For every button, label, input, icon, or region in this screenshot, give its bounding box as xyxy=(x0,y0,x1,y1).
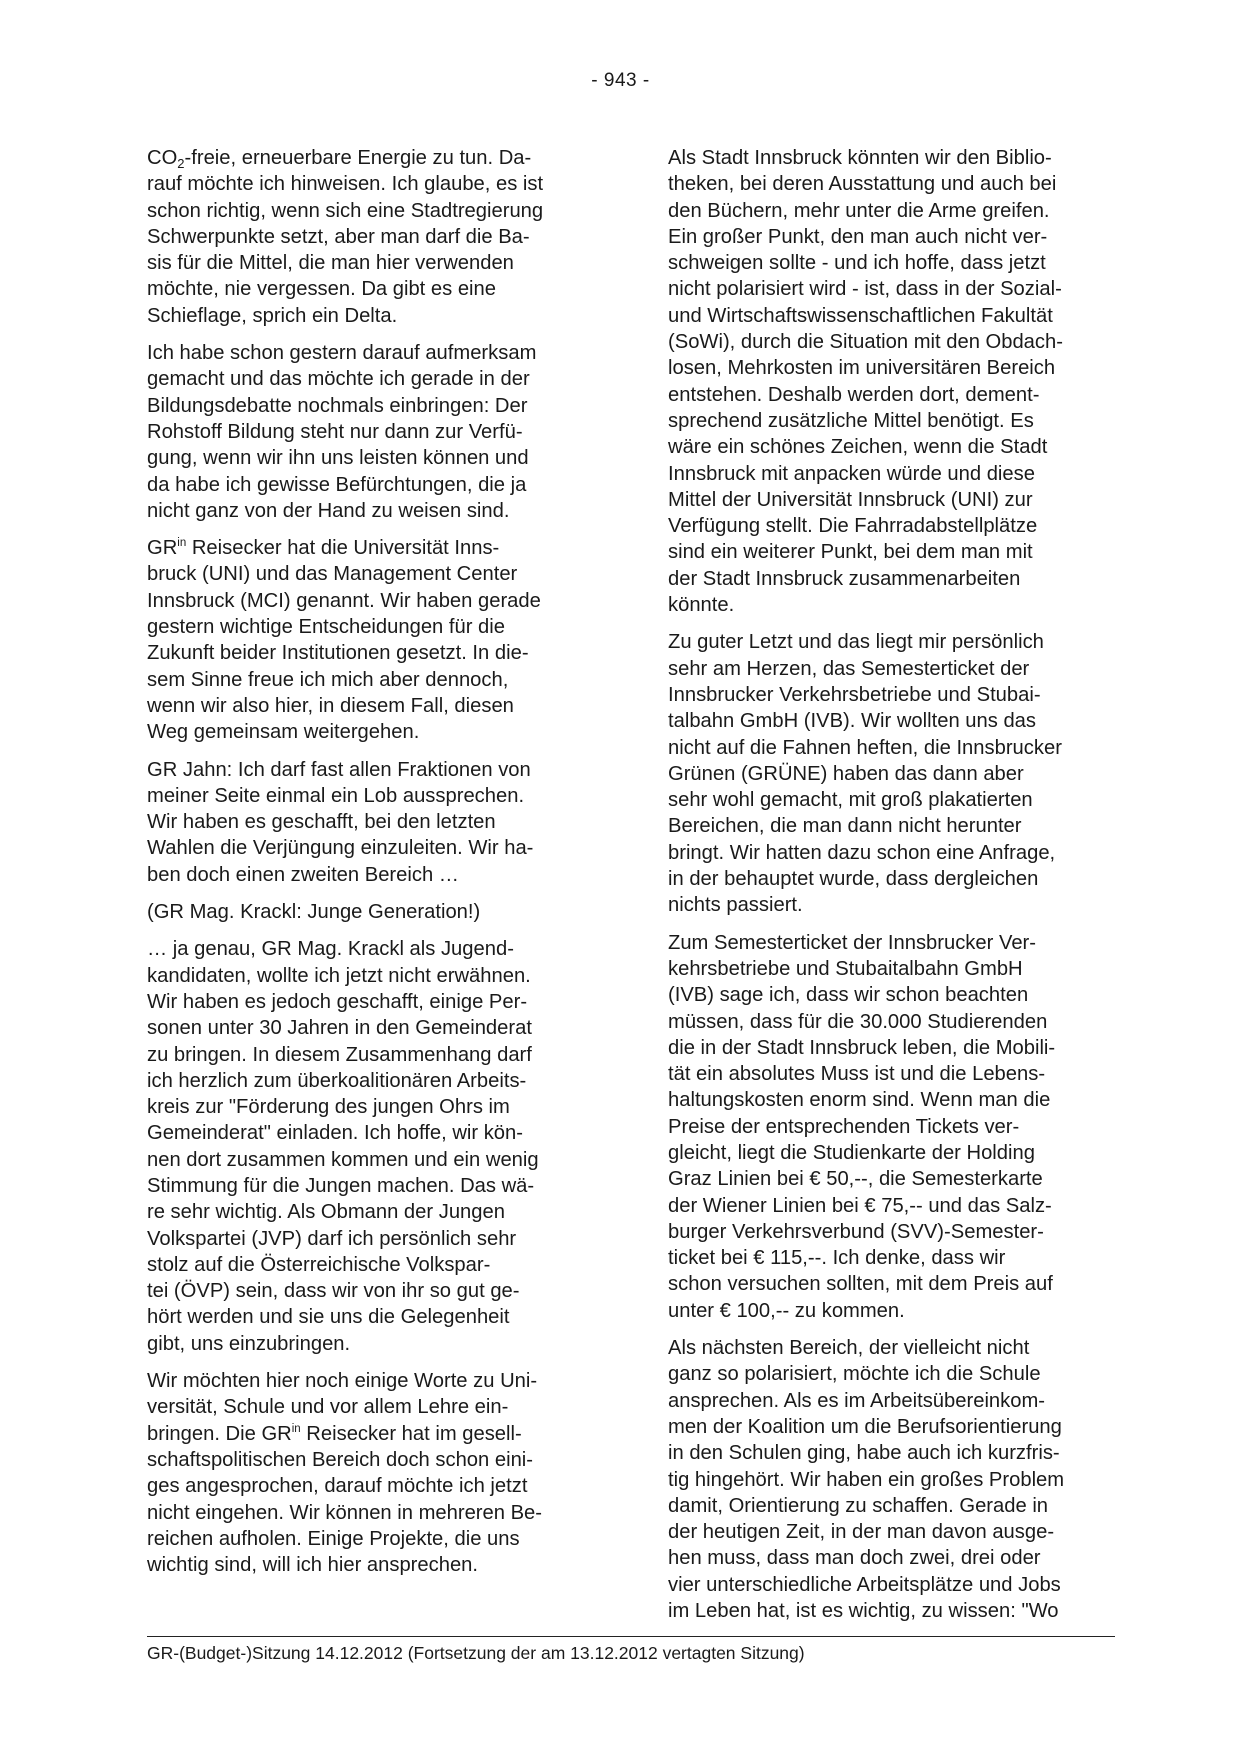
text-line: tei (ÖVP) sein, dass wir von ihr so gut ge- xyxy=(147,1280,520,1303)
text-line: da habe ich gewisse Befürchtungen, die ja xyxy=(147,473,527,496)
text-line: in der behauptet wurde, dass dergleichen xyxy=(668,868,1039,891)
text-line: theken, bei deren Ausstattung und auch bei xyxy=(668,173,1057,196)
text-line: stolz auf die Österreichische Volkspar- xyxy=(147,1253,491,1276)
text-line: sprechend zusätzliche Mittel benötigt. Es xyxy=(668,409,1034,432)
text-line: nen dort zusammen kommen und ein wenig xyxy=(147,1148,539,1171)
text-line: Gemeinderat" einladen. Ich hoffe, wir kön- xyxy=(147,1122,523,1145)
text-line: schweigen sollte - und ich hoffe, dass jetzt xyxy=(668,252,1046,275)
left-paragraph-1 xyxy=(147,145,592,329)
text-line: re sehr wichtig. Als Obmann der Jungen xyxy=(147,1201,505,1224)
text-line: (GR Mag. Krackl: Junge Generation!) xyxy=(147,901,481,924)
text-line: Als Stadt Innsbruck könnten wir den Biblio- xyxy=(668,147,1052,169)
right-paragraph-1 xyxy=(668,145,1113,618)
text-line: men der Koalition um die Berufsorientierung xyxy=(668,1415,1062,1438)
text-line: und Wirtschaftswissenschaftlichen Fakultät xyxy=(668,304,1053,327)
text-line: rauf möchte ich hinweisen. Ich glaube, es ist xyxy=(147,173,544,196)
text-line: Schwerpunkte setzt, aber man darf die Ba- xyxy=(147,225,530,248)
text-line: kandidaten, wollte ich jetzt nicht erwähnen. xyxy=(147,964,531,987)
text-line: Wahlen die Verjüngung einzuleiten. Wir ha- xyxy=(147,837,534,860)
text-line: Wir haben es geschafft, bei den letzten xyxy=(147,811,496,834)
text-line: tät ein absolutes Muss ist und die Lebens- xyxy=(668,1063,1046,1086)
text-line: nicht polarisiert wird - ist, dass in der Sozial- xyxy=(668,278,1062,301)
footer-divider xyxy=(147,1636,1115,1637)
text-line: schon versuchen sollten, mit dem Preis auf xyxy=(668,1273,1053,1296)
text-line: ges angesprochen, darauf möchte ich jetzt xyxy=(147,1475,528,1498)
text-line: nichts passiert. xyxy=(668,894,803,917)
text-line: ben doch einen zweiten Bereich … xyxy=(147,863,459,886)
text-line: Als nächsten Bereich, der vielleicht nicht xyxy=(668,1337,1030,1360)
text-line: Wir haben es jedoch geschafft, einige Per- xyxy=(147,990,528,1013)
text-line: zu bringen. In diesem Zusammenhang darf xyxy=(147,1043,532,1066)
text-line: schon richtig, wenn sich eine Stadtregierung xyxy=(147,199,544,222)
text-line: in den Schulen ging, habe auch ich kurzfris- xyxy=(668,1442,1060,1465)
text-line: Schieflage, sprich ein Delta. xyxy=(147,304,398,327)
text-line: sis für die Mittel, die man hier verwenden xyxy=(147,252,514,275)
left-column xyxy=(147,145,592,1589)
text-line: bringen. Die $GR^{in}$ Reisecker hat im gesell- xyxy=(147,1422,522,1445)
text-line: ganz so polarisiert, möchte ich die Schule xyxy=(668,1363,1041,1386)
text-line: nicht eingehen. Wir können in mehreren Be- xyxy=(147,1501,542,1524)
text-line: Rohstoff Bildung steht nur dann zur Verfü- xyxy=(147,420,523,443)
text-line: der heutigen Zeit, in der man davon ausge- xyxy=(668,1521,1055,1544)
text-line: versität, Schule und vor allem Lehre ein- xyxy=(147,1396,509,1419)
text-line: burger Verkehrsverbund (SVV)-Semester- xyxy=(668,1220,1044,1243)
text-line: nicht ganz von der Hand zu weisen sind. xyxy=(147,499,510,522)
text-line: wichtig sind, will ich hier ansprechen. xyxy=(147,1554,479,1577)
text-line: sonen unter 30 Jahren in den Gemeinderat xyxy=(147,1017,532,1040)
text-line: Wir möchten hier noch einige Worte zu Uni- xyxy=(147,1370,538,1393)
text-line: $CO_2$-freie, erneuerbare Energie zu tun. Da- xyxy=(147,147,532,171)
text-line: Zukunft beider Institutionen gesetzt. In die- xyxy=(147,642,529,665)
text-line: Innsbruck mit anpacken würde und diese xyxy=(668,462,1035,485)
text-line: sind ein weiterer Punkt, bei dem man mit xyxy=(668,541,1033,564)
text-line: Volkspartei (JVP) darf ich persönlich sehr xyxy=(147,1227,517,1250)
text-line: Zum Semesterticket der Innsbrucker Ver- xyxy=(668,931,1036,954)
text-line: sehr wohl gemacht, mit groß plakatierten xyxy=(668,789,1033,812)
right-column xyxy=(668,145,1113,1635)
text-line: Stimmung für die Jungen machen. Das wä- xyxy=(147,1174,535,1197)
text-line: sehr am Herzen, das Semesterticket der xyxy=(668,657,1030,680)
text-line: ticket bei € 115,--. Ich denke, dass wir xyxy=(668,1247,1006,1270)
text-line: reichen aufholen. Einige Projekte, die uns xyxy=(147,1527,520,1550)
text-line: haltungskosten enorm sind. Wenn man die xyxy=(668,1089,1051,1112)
text-line: schaftspolitischen Bereich doch schon eini- xyxy=(147,1448,534,1471)
text-line: Ein großer Punkt, den man auch nicht ver- xyxy=(668,225,1048,248)
left-paragraph-4 xyxy=(147,757,592,888)
text-line: Zu guter Letzt und das liegt mir persönlich xyxy=(668,631,1044,654)
text-line: den Büchern, mehr unter die Arme greifen. xyxy=(668,199,1050,222)
text-line: vier unterschiedliche Arbeitsplätze und Jobs xyxy=(668,1573,1061,1596)
text-line: sem Sinne freue ich mich aber dennoch, xyxy=(147,668,509,691)
left-paragraph-7 xyxy=(147,1368,592,1578)
text-line: unter € 100,-- zu kommen. xyxy=(668,1299,905,1322)
text-line: Grünen (GRÜNE) haben das dann aber xyxy=(668,762,1024,785)
text-line: gestern wichtige Entscheidungen für die xyxy=(147,616,505,639)
text-line: möchte, nie vergessen. Da gibt es eine xyxy=(147,278,496,301)
text-line: wenn wir also hier, in diesem Fall, diesen xyxy=(147,694,514,717)
page-number: - 943 - xyxy=(591,70,650,91)
text-line: GR Jahn: Ich darf fast allen Fraktionen von xyxy=(147,758,531,781)
text-line: ansprechen. Als es im Arbeitsübereinkom- xyxy=(668,1389,1046,1412)
text-line: (IVB) sage ich, dass wir schon beachten xyxy=(668,984,1029,1007)
left-paragraph-6 xyxy=(147,936,592,1357)
text-line: Mittel der Universität Innsbruck (UNI) zur xyxy=(668,488,1033,511)
text-line: kehrsbetriebe und Stubaitalbahn GmbH xyxy=(668,957,1023,980)
left-paragraph-5 xyxy=(147,899,592,925)
text-line: talbahn GmbH (IVB). Wir wollten uns das xyxy=(668,710,1036,733)
text-line: … ja genau, GR Mag. Krackl als Jugend- xyxy=(147,938,514,961)
text-line: meiner Seite einmal ein Lob aussprechen. xyxy=(147,784,525,807)
right-paragraph-2 xyxy=(668,629,1113,918)
text-line: Weg gemeinsam weitergehen. xyxy=(147,721,420,744)
text-line: gibt, uns einzubringen. xyxy=(147,1332,351,1355)
text-line: Verfügung stellt. Die Fahrradabstellplätze xyxy=(668,515,1038,538)
left-paragraph-3 xyxy=(147,535,592,745)
text-line: wäre ein schönes Zeichen, wenn die Stadt xyxy=(668,436,1048,459)
text-line: gung, wenn wir ihn uns leisten können und xyxy=(147,447,529,470)
text-line: (SoWi), durch die Situation mit den Obdach- xyxy=(668,331,1063,354)
text-line: bringt. Wir hatten dazu schon eine Anfrage, xyxy=(668,841,1056,864)
text-line: hen muss, dass man doch zwei, drei oder xyxy=(668,1547,1041,1570)
right-paragraph-3 xyxy=(668,930,1113,1324)
text-line: Ich habe schon gestern darauf aufmerksam xyxy=(147,342,537,365)
text-line: der Wiener Linien bei € 75,-- und das Salz- xyxy=(668,1194,1052,1217)
text-line: entstehen. Deshalb werden dort, dement- xyxy=(668,383,1040,406)
text-line: Innsbrucker Verkehrsbetriebe und Stubai- xyxy=(668,683,1041,706)
text-line: die in der Stadt Innsbruck leben, die Mobili- xyxy=(668,1036,1056,1059)
right-paragraph-4 xyxy=(668,1335,1113,1624)
text-line: gemacht und das möchte ich gerade in der xyxy=(147,368,530,391)
text-line: $GR^{in}$ Reisecker hat die Universität Inns- xyxy=(147,537,500,560)
text-line: Graz Linien bei € 50,--, die Semesterkarte xyxy=(668,1168,1043,1191)
text-line: müssen, dass für die 30.000 Studierenden xyxy=(668,1010,1048,1033)
text-line: Bereichen, die man dann nicht herunter xyxy=(668,815,1022,838)
text-line: nicht auf die Fahnen heften, die Innsbrucker xyxy=(668,736,1062,759)
text-line: kreis zur "Förderung des jungen Ohrs im xyxy=(147,1096,510,1119)
text-line: könnte. xyxy=(668,594,735,617)
text-line: losen, Mehrkosten im universitären Bereich xyxy=(668,357,1056,380)
text-line: gleicht, liegt die Studienkarte der Holding xyxy=(668,1141,1035,1164)
text-line: hört werden und sie uns die Gelegenheit xyxy=(147,1306,510,1329)
text-line: der Stadt Innsbruck zusammenarbeiten xyxy=(668,567,1021,590)
text-line: ich herzlich zum überkoalitionären Arbeits- xyxy=(147,1069,527,1092)
text-line: im Leben hat, ist es wichtig, zu wissen: "Wo xyxy=(668,1600,1059,1623)
text-line: Innsbruck (MCI) genannt. Wir haben gerade xyxy=(147,589,541,612)
text-line: tig hingehört. Wir haben ein großes Problem xyxy=(668,1468,1065,1491)
text-line: Bildungsdebatte nochmals einbringen: Der xyxy=(147,394,528,417)
left-paragraph-2 xyxy=(147,340,592,524)
text-line: bruck (UNI) und das Management Center xyxy=(147,563,518,586)
footer-text: GR-(Budget-)Sitzung 14.12.2012 (Fortsetzung der am 13.12.2012 vertagten Sitzung) xyxy=(147,1643,805,1663)
text-line: damit, Orientierung zu schaffen. Gerade in xyxy=(668,1494,1049,1517)
text-line: Preise der entsprechenden Tickets ver- xyxy=(668,1115,1020,1138)
